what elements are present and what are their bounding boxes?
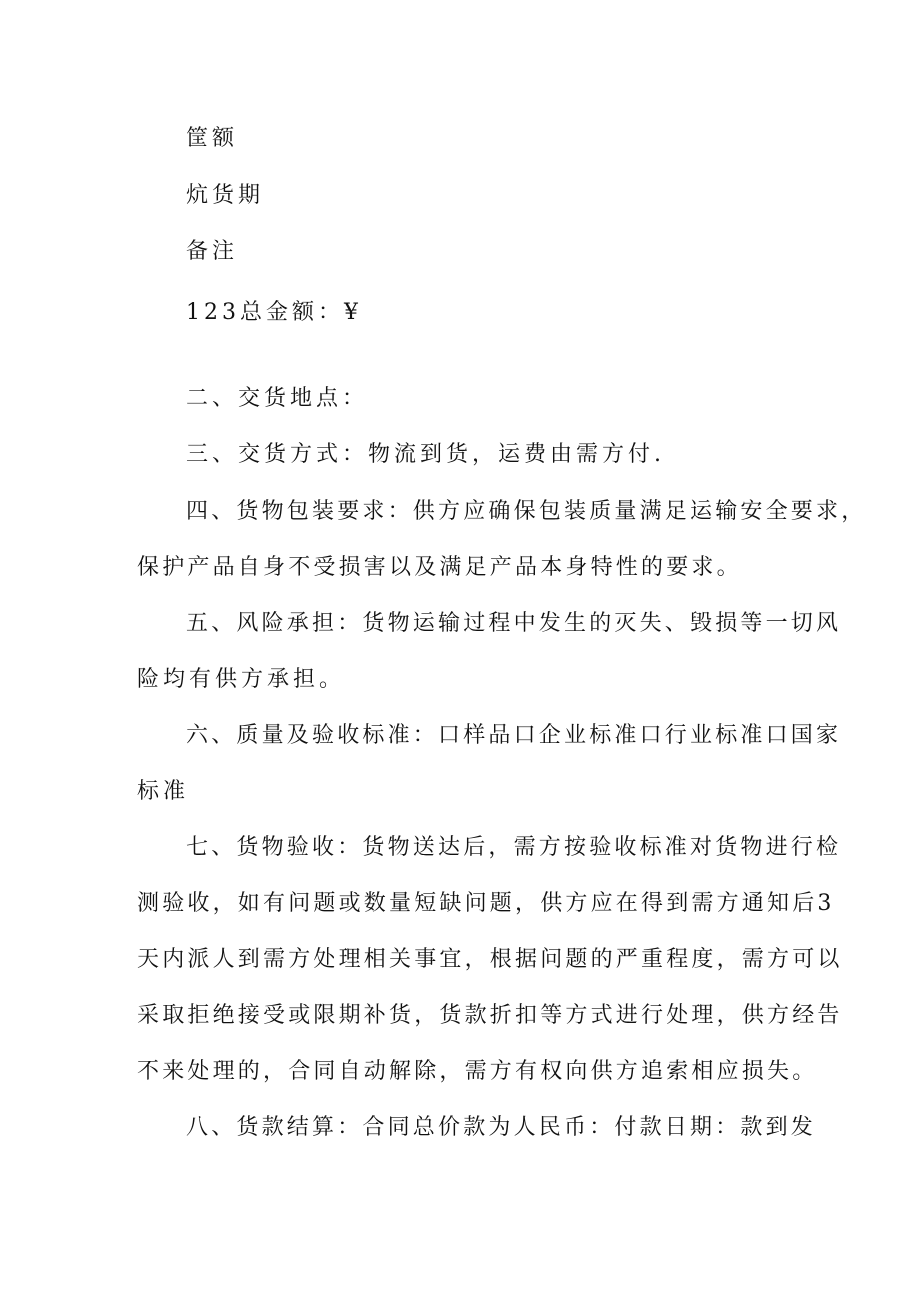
clause-3-delivery-method: 三、交货方式：物流到货，运费由需方付. (186, 442, 665, 467)
clause-7-acceptance-line-1: 七、货物验收：货物送达后，需方按验收标准对货物进行检 (186, 835, 842, 860)
total-amount-line: 123总金额：¥ (186, 300, 362, 325)
clause-5-risk-line-1: 五、风险承担：货物运输过程中发生的灭失、毁损等一切风 (186, 611, 842, 636)
clause-7-acceptance-line-2: 测验收，如有问题或数量短缺问题，供方应在得到需方通知后3 (137, 891, 835, 916)
clause-5-risk-line-2: 险均有供方承担。 (137, 667, 346, 692)
clause-4-packaging-line-2: 保护产品自身不受损害以及满足产品本身特性的要求。 (137, 555, 742, 580)
clause-7-acceptance-line-5: 不来处理的，合同自动解除，需方有权向供方追索相应损失。 (137, 1059, 818, 1084)
field-label-remarks: 备注 (186, 239, 239, 264)
clause-7-acceptance-line-4: 采取拒绝接受或限期补货，货款折扣等方式进行处理，供方经告 (137, 1003, 843, 1028)
clause-7-acceptance-line-3: 天内派人到需方处理相关事宜，根据问题的严重程度，需方可以 (137, 947, 843, 972)
field-label-amount: 筐额 (186, 126, 239, 151)
clause-2-delivery-location: 二、交货地点： (186, 386, 369, 411)
clause-6-quality-line-2: 标准 (137, 779, 190, 804)
clause-8-payment-line-1: 八、货款结算：合同总价款为人民币：付款日期：款到发 (186, 1115, 817, 1140)
clause-4-packaging-line-1: 四、货物包装要求：供方应确保包装质量满足运输安全要求， (186, 499, 867, 524)
clause-6-quality-line-1: 六、质量及验收标准：口样品口企业标准口行业标准口国家 (186, 723, 842, 748)
field-label-delivery-period: 炕货期 (186, 183, 265, 208)
